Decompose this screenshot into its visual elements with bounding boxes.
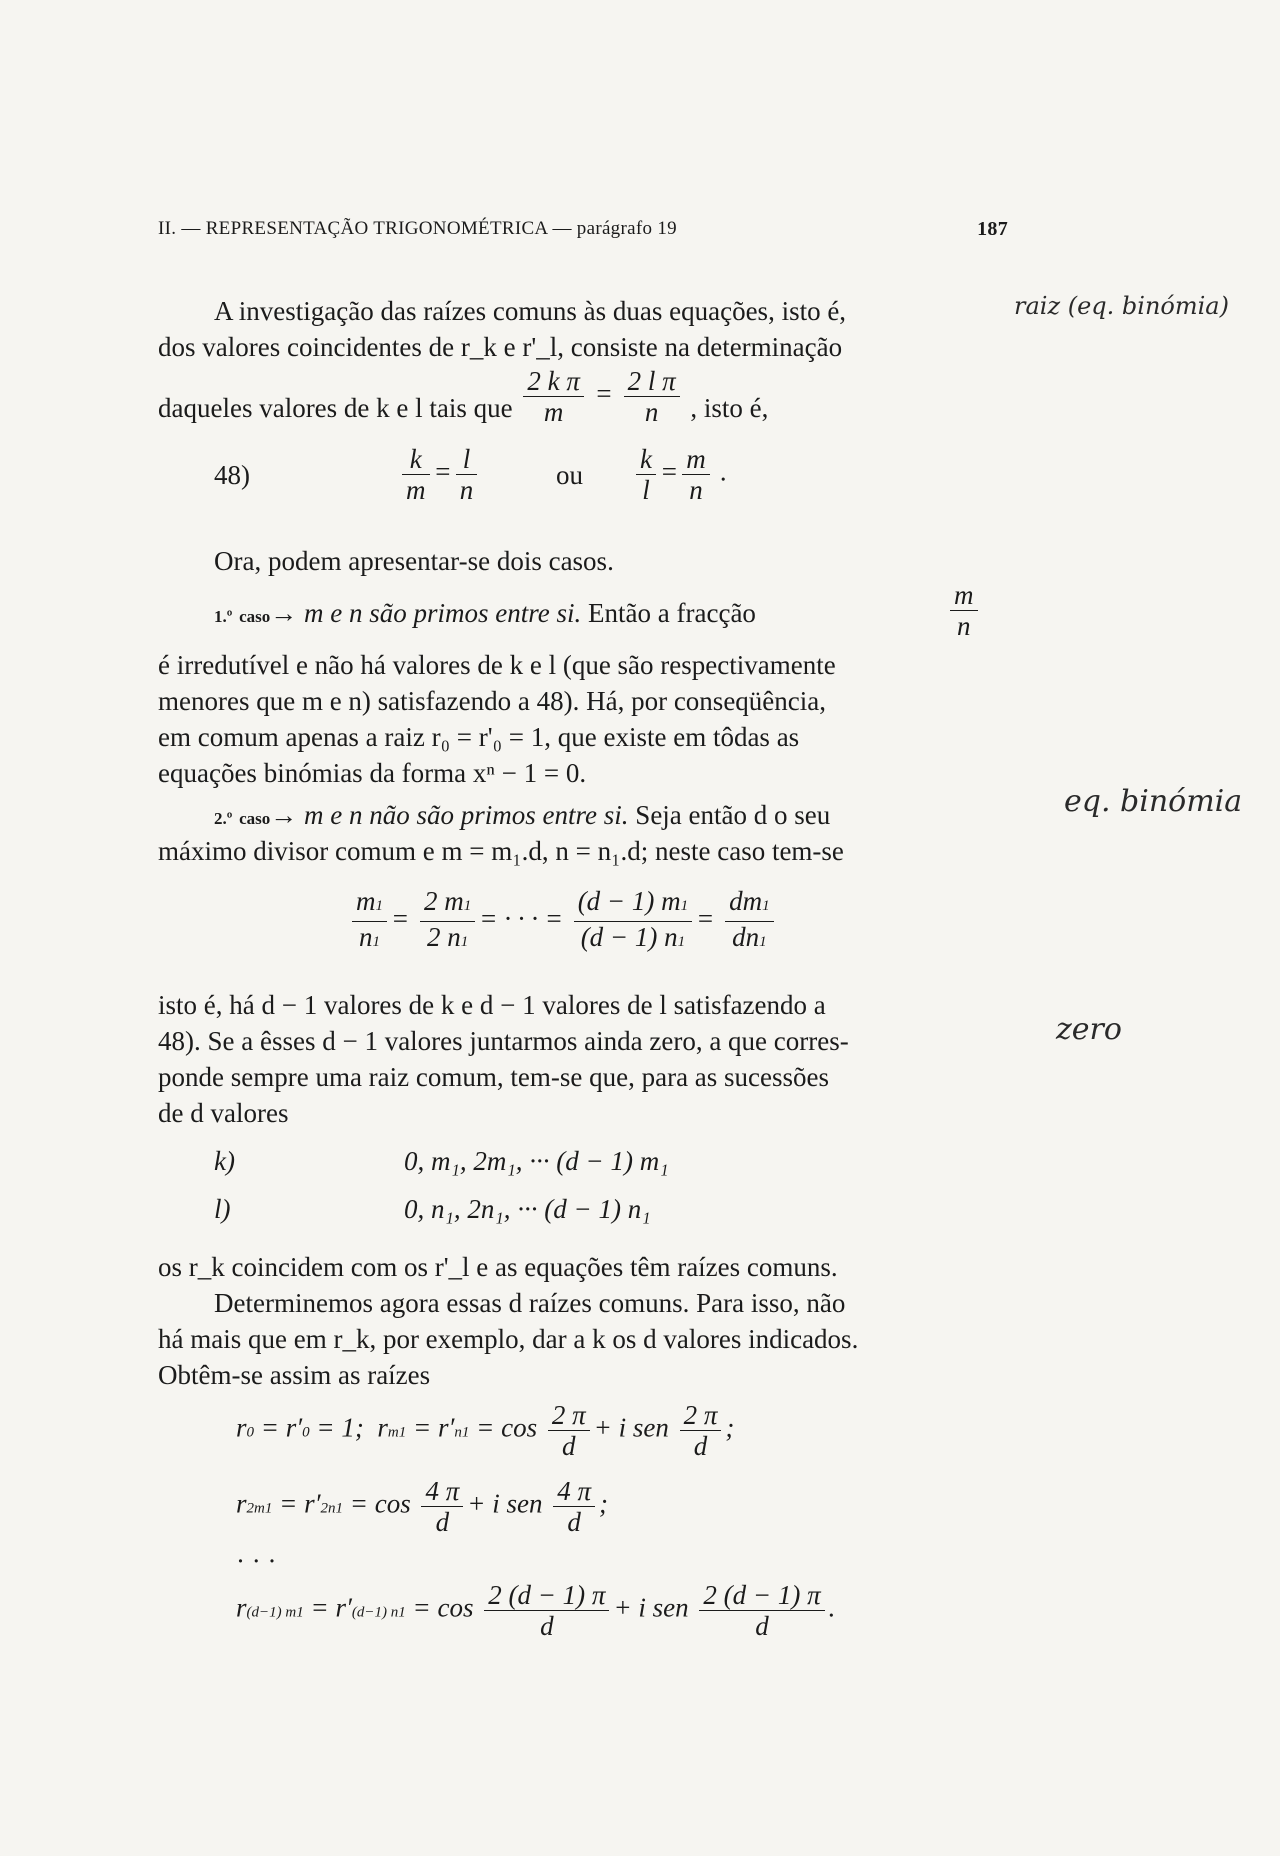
root-formula-3: r(d−1) m1 = r′(d−1) n1 = cos $\frac{2 (d - 1) \pi}{d}$ + i sen $\frac{2 (d - 1) \pi}{d}$ . — [236, 1580, 836, 1641]
paragraph-5-line-1: Determinemos agora essas d raízes comuns. Para isso, não — [214, 1288, 846, 1318]
root-formula-1: r0 = r′0 = 1; rm1 = r′n1 = cos $\frac{2 \pi}{d}$ + i sen $\frac{2 \pi}{d}$ ; — [236, 1400, 735, 1461]
page-number: 187 — [977, 218, 1008, 240]
running-title: II. — REPRESENTAÇÃO TRIGONOMÉTRICA — parágrafo 19 — [158, 218, 677, 239]
caso-2-line-1: 2.º caso→ m e n não são primos entre si. Seja então d o seu — [214, 800, 831, 830]
caso-1-line-2: é irredutível e não há valores de k e l (que são respectivamente — [158, 650, 836, 680]
caso-1-line-3: menores que m e n) satisfazendo a 48). Há, por conseqüência, — [158, 686, 826, 716]
paragraph-2: Ora, podem apresentar-se dois casos. — [214, 546, 614, 576]
caso-2-line-2: máximo divisor comum e m = m₁.d, n = n₁.d; neste caso tem-se — [158, 836, 844, 866]
paragraph-1-line-3-end: , isto é, — [690, 392, 769, 423]
paragraph-1-line-3: daqueles valores de k e l tais que $\frac{\text{2 k π}}{m}$ = $\frac{\text{2 l π}}{n}$ , isto é, — [158, 366, 769, 427]
sequence-k-label: k) — [214, 1146, 235, 1176]
paragraph-5-line-3: Obtêm-se assim as raízes — [158, 1360, 431, 1390]
paragraph-3-line-4: de d valores — [158, 1098, 289, 1128]
equation-48-right: $\frac{k}{l}$ = $\frac{m}{n}$ . — [632, 444, 727, 505]
sequence-l-label: l) — [214, 1194, 231, 1224]
paragraph-3-line-2: 48). Se a êsses d − 1 valores juntarmos ainda zero, a que corres- — [158, 1026, 849, 1056]
paragraph-1-line-2: dos valores coincidentes de r_k e r'_l, consiste na determinação — [158, 332, 843, 362]
arrow-icon: → — [270, 800, 298, 830]
margin-note-3: zero — [1056, 1012, 1122, 1047]
formula-ellipsis: · · · — [236, 1546, 277, 1576]
margin-note-2: eq. binómia — [1064, 784, 1243, 819]
root-formula-2: r2m1 = r′2n1 = cos $\frac{4 \pi}{d}$ + i sen $\frac{4 \pi}{d}$ ; — [236, 1476, 608, 1537]
margin-note-1: raiz (eq. binómia) — [1014, 292, 1229, 320]
equation-48-ou: ou — [556, 460, 583, 490]
sequence-k: 0, m₁, 2m₁, ··· (d − 1) m₁ — [404, 1146, 669, 1176]
equation-48-label: 48) — [214, 460, 250, 490]
arrow-icon: → — [270, 598, 298, 628]
fraction-2kpi-over-m: $\frac{\text{2 k π}}{m}$ — [523, 366, 584, 427]
paragraph-1-line-3-text: daqueles valores de k e l tais que — [158, 392, 513, 423]
caso-1-line-4: em comum apenas a raiz r₀ = r'₀ = 1, que existe em tôdas as — [158, 722, 800, 752]
paragraph-3-line-1: isto é, há d − 1 valores de k e d − 1 valores de l satisfazendo a — [158, 990, 826, 1020]
equation-48-left: $\frac{k}{m}$ = $\frac{l}{n}$ — [398, 444, 481, 505]
paragraph-3-line-3: ponde sempre uma raiz comum, tem-se que, para as sucessões — [158, 1062, 830, 1092]
running-header — [158, 218, 1008, 248]
paragraph-5-line-2: há mais que em r_k, por exemplo, dar a k os d valores indicados. — [158, 1324, 859, 1354]
paragraph-4: os r_k coincidem com os r'_l e as equações têm raízes comuns. — [158, 1252, 838, 1282]
sequence-l: 0, n₁, 2n₁, ··· (d − 1) n₁ — [404, 1194, 651, 1224]
paragraph-1-line-1: A investigação das raízes comuns às duas equações, isto é, — [214, 296, 847, 326]
caso-1-line-5: equações binómias da forma xⁿ − 1 = 0. — [158, 758, 587, 788]
fraction-chain: $\frac{m1}{n1}$ = $\frac{2 m1}{2 n1}$ = · · · = $\frac{(d - 1) m1}{(d - 1) n1}$ = $\frac{dm1}{dn1}$ — [348, 886, 778, 957]
fraction-m-over-n: $\frac{m}{n}$ — [946, 580, 982, 641]
fraction-2lpi-over-n: $\frac{\text{2 l π}}{n}$ — [624, 366, 680, 427]
caso-1-line-1: 1.º caso→ m e n são primos entre si. Então a fracção — [214, 598, 756, 628]
